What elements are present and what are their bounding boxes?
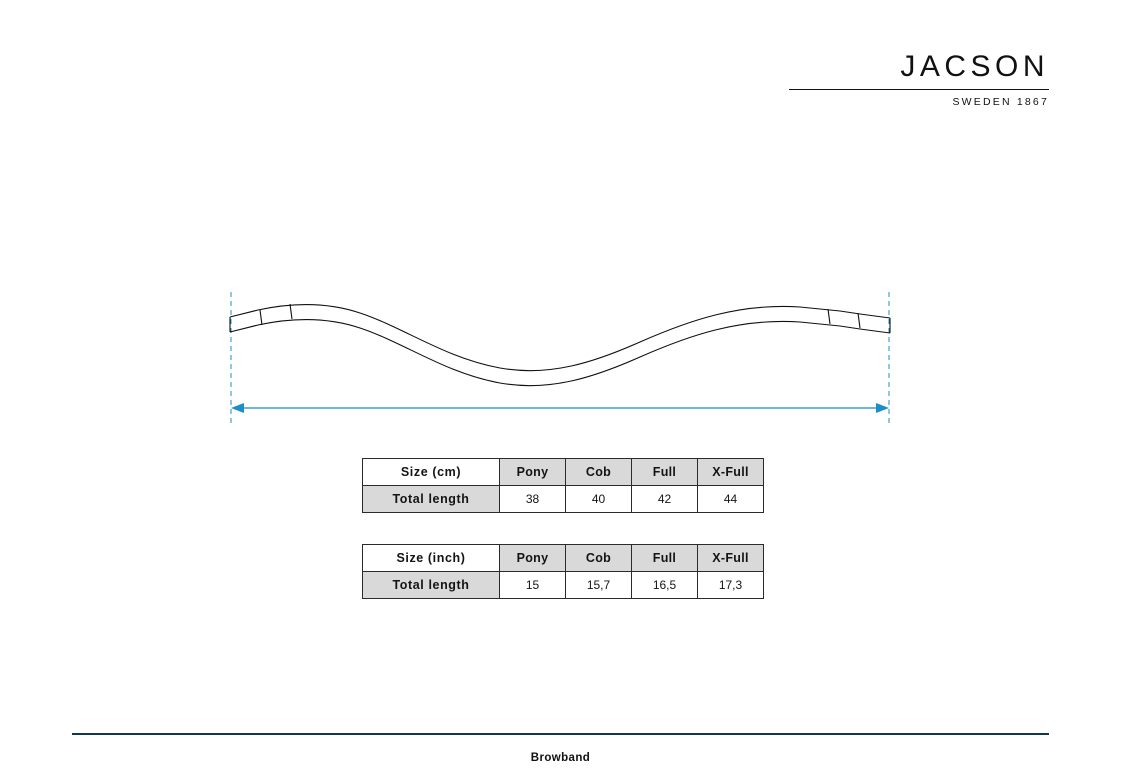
table-header-pony: Pony xyxy=(500,545,566,572)
table-header-label: Size (inch) xyxy=(363,545,500,572)
brand-tagline: SWEDEN 1867 xyxy=(952,96,1049,108)
table-row xyxy=(363,486,764,513)
brand-name: JACSON xyxy=(789,52,1049,90)
cell-full: 16,5 xyxy=(632,572,698,599)
table-header-row xyxy=(363,459,764,486)
cell-cob: 15,7 xyxy=(566,572,632,599)
cell-cob: 40 xyxy=(566,486,632,513)
cell-pony: 38 xyxy=(500,486,566,513)
total-length-measure xyxy=(231,403,889,413)
table-header-pony: Pony xyxy=(500,459,566,486)
footer-divider xyxy=(72,733,1049,735)
table-header-full: Full xyxy=(632,545,698,572)
brand-block xyxy=(789,52,1049,108)
row-label-total-length: Total length xyxy=(363,572,500,599)
table-header-cob: Cob xyxy=(566,545,632,572)
size-table-cm xyxy=(362,458,764,513)
table-header-xfull: X-Full xyxy=(698,545,764,572)
table-header-xfull: X-Full xyxy=(698,459,764,486)
cell-xfull: 44 xyxy=(698,486,764,513)
table-header-row xyxy=(363,545,764,572)
cell-xfull: 17,3 xyxy=(698,572,764,599)
table-row xyxy=(363,572,764,599)
footer-product-title: Browband xyxy=(530,752,591,764)
product-diagram xyxy=(200,270,920,440)
table-header-cob: Cob xyxy=(566,459,632,486)
browband-outline xyxy=(230,304,890,386)
row-label-total-length: Total length xyxy=(363,486,500,513)
table-header-full: Full xyxy=(632,459,698,486)
table-header-label: Size (cm) xyxy=(363,459,500,486)
size-table-inch xyxy=(362,544,764,599)
size-table-cm-wrapper xyxy=(362,458,764,513)
cell-full: 42 xyxy=(632,486,698,513)
cell-pony: 15 xyxy=(500,572,566,599)
size-table-inch-wrapper xyxy=(362,544,764,599)
